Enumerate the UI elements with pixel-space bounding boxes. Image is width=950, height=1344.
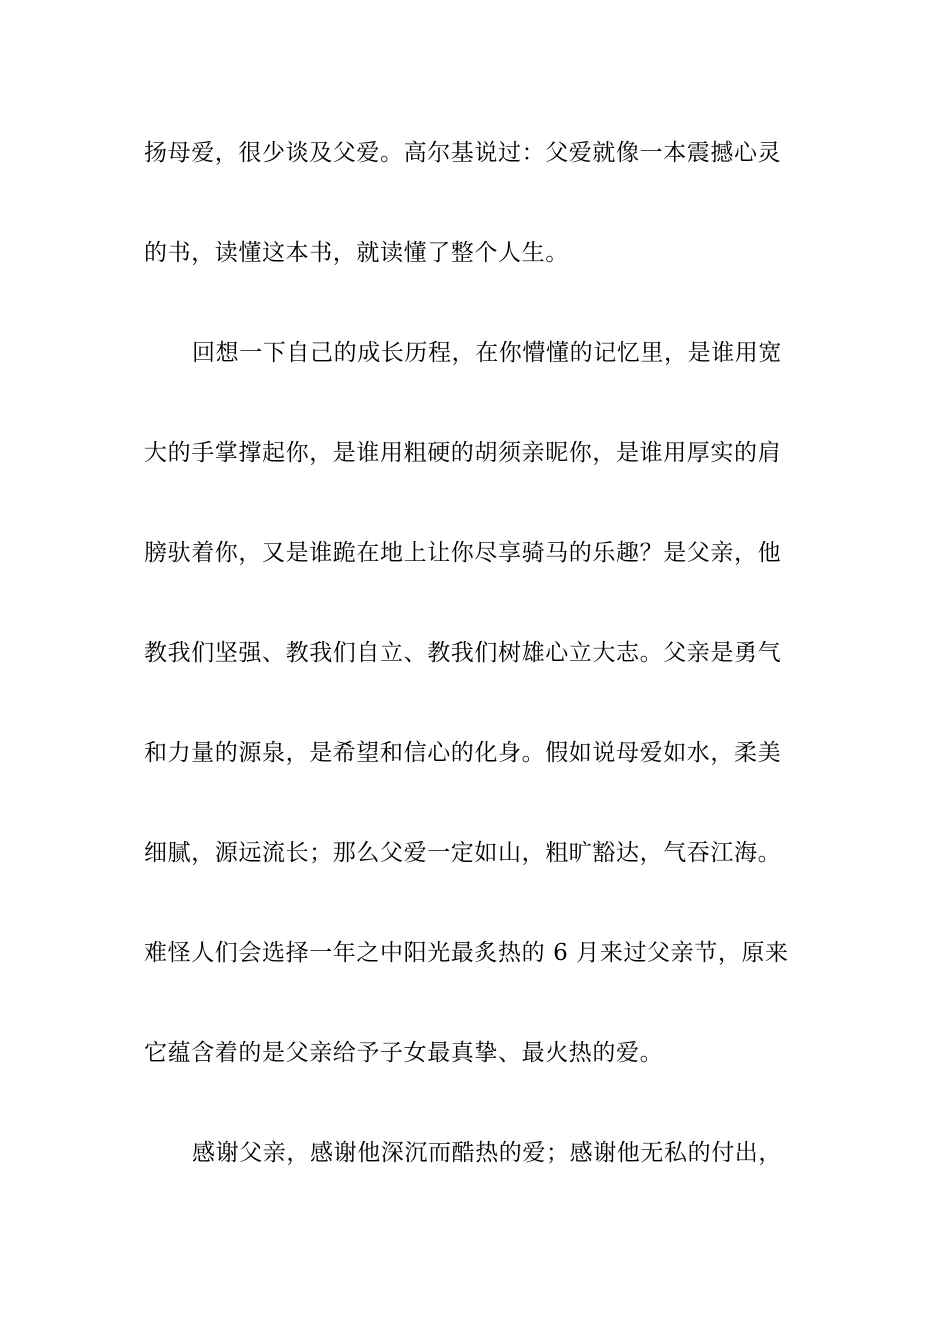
text-line: 它蕴含着的是父亲给予子女最真挚、最火热的爱。 — [144, 1040, 664, 1066]
text-line: 教我们坚强、教我们自立、教我们树雄心立大志。父亲是勇气 — [144, 640, 782, 666]
body-text — [144, 128, 814, 1228]
text-line: 和力量的源泉，是希望和信心的化身。假如说母爱如水，柔美 — [144, 740, 782, 766]
paragraph-start-line: 感谢父亲，感谢他深沉而酷热的爱；感谢他无私的付出， — [192, 1140, 782, 1166]
text-line: 的书，读懂这本书，就读懂了整个人生。 — [144, 240, 569, 266]
text-line: 细腻，源远流长；那么父爱一定如山，粗旷豁达，气吞江海。 — [144, 840, 782, 866]
text-line: 难怪人们会选择一年之中阳光最炙热的 6 月来过父亲节，原来 — [144, 940, 789, 966]
paragraph-start-line: 回想一下自己的成长历程，在你懵懂的记忆里，是谁用宽 — [192, 340, 782, 366]
text-line: 膀驮着你，又是谁跪在地上让你尽享骑马的乐趣？是父亲，他 — [144, 540, 782, 566]
text-line: 扬母爱，很少谈及父爱。高尔基说过：父爱就像一本震撼心灵 — [144, 140, 782, 166]
text-line: 大的手掌撑起你，是谁用粗硬的胡须亲昵你，是谁用厚实的肩 — [144, 440, 782, 466]
